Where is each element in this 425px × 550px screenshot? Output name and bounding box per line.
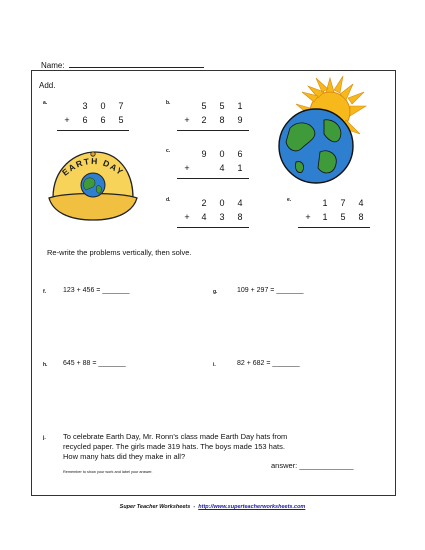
problem-b-label: b. (166, 100, 171, 106)
digit: 1 (237, 101, 243, 111)
plus-sign: + (184, 212, 190, 222)
footer (0, 504, 425, 510)
digit: 4 (237, 198, 243, 208)
sum-line (177, 178, 249, 179)
answer-field[interactable]: answer: _____________ (271, 461, 354, 470)
digit: 8 (358, 212, 364, 222)
digit: 4 (219, 163, 225, 173)
plus-sign: + (184, 115, 190, 125)
digit: 5 (118, 115, 124, 125)
digit: 2 (201, 115, 207, 125)
digit: 7 (118, 101, 124, 111)
plus-sign: + (184, 163, 190, 173)
digit: 6 (237, 149, 243, 159)
footer-link[interactable]: http://www.superteacherworksheets.com (198, 504, 306, 510)
digit: 3 (219, 212, 225, 222)
digit: 0 (219, 149, 225, 159)
add-instruction: Add. (39, 81, 56, 90)
name-label: Name: (41, 61, 65, 70)
earth-day-cap-illustration (45, 146, 141, 224)
problem-f: 123 + 456 = _______ (63, 287, 130, 294)
problem-g-label: g. (213, 289, 218, 295)
problem-g: 109 + 297 = _______ (237, 287, 304, 294)
digit: 5 (219, 101, 225, 111)
rewrite-instruction: Re-write the problems vertically, then solve. (47, 248, 192, 257)
globe-icon (81, 173, 105, 197)
problem-d (177, 198, 249, 226)
problem-a-label: a. (43, 100, 48, 106)
digit: 9 (237, 115, 243, 125)
name-blank[interactable] (69, 59, 204, 68)
plus-sign: + (64, 115, 70, 125)
digit: 1 (322, 198, 328, 208)
digit: 0 (219, 198, 225, 208)
digit: 1 (237, 163, 243, 173)
globe-icon (279, 109, 353, 183)
digit: 5 (201, 101, 207, 111)
problem-c (177, 149, 249, 177)
digit: 5 (340, 212, 346, 222)
digit: 3 (82, 101, 88, 111)
sum-line (177, 227, 249, 228)
footer-brand: Super Teacher Worksheets (119, 504, 191, 510)
problem-e (298, 198, 370, 226)
digit: 9 (201, 149, 207, 159)
earth-sun-illustration (268, 76, 372, 188)
problem-j-label: j. (43, 435, 46, 441)
cap-text: EARTH DAY (60, 155, 126, 178)
digit: 6 (82, 115, 88, 125)
problem-i: 82 + 682 = _______ (237, 360, 300, 367)
sum-line (177, 130, 249, 131)
problem-h-label: h. (43, 362, 48, 368)
name-field[interactable] (41, 59, 204, 70)
digit: 2 (201, 198, 207, 208)
problem-d-label: d. (166, 197, 171, 203)
problem-b (177, 101, 249, 129)
digit: 1 (322, 212, 328, 222)
digit: 6 (100, 115, 106, 125)
problem-c-label: c. (166, 148, 171, 154)
problem-h: 645 + 88 = _______ (63, 360, 126, 367)
problem-e-label: e. (287, 197, 292, 203)
digit: 8 (219, 115, 225, 125)
problem-f-label: f. (43, 289, 47, 295)
problem-a (57, 101, 129, 129)
digit: 4 (201, 212, 207, 222)
digit: 4 (358, 198, 364, 208)
digit: 7 (340, 198, 346, 208)
word-problem-text: To celebrate Earth Day, Mr. Ronn's class made Earth Day hats from recycled paper. The girls made 319 hats. The boys made 153 hats. How many hats did they make in all? (63, 432, 288, 461)
problem-i-label: i. (213, 362, 216, 368)
plus-sign: + (305, 212, 311, 222)
footer-separator: - (193, 504, 196, 510)
sum-line (298, 227, 370, 228)
sum-line (57, 130, 129, 131)
word-problem-note: Remember to show your work and label your answer. (63, 470, 153, 474)
digit: 8 (237, 212, 243, 222)
digit: 0 (100, 101, 106, 111)
